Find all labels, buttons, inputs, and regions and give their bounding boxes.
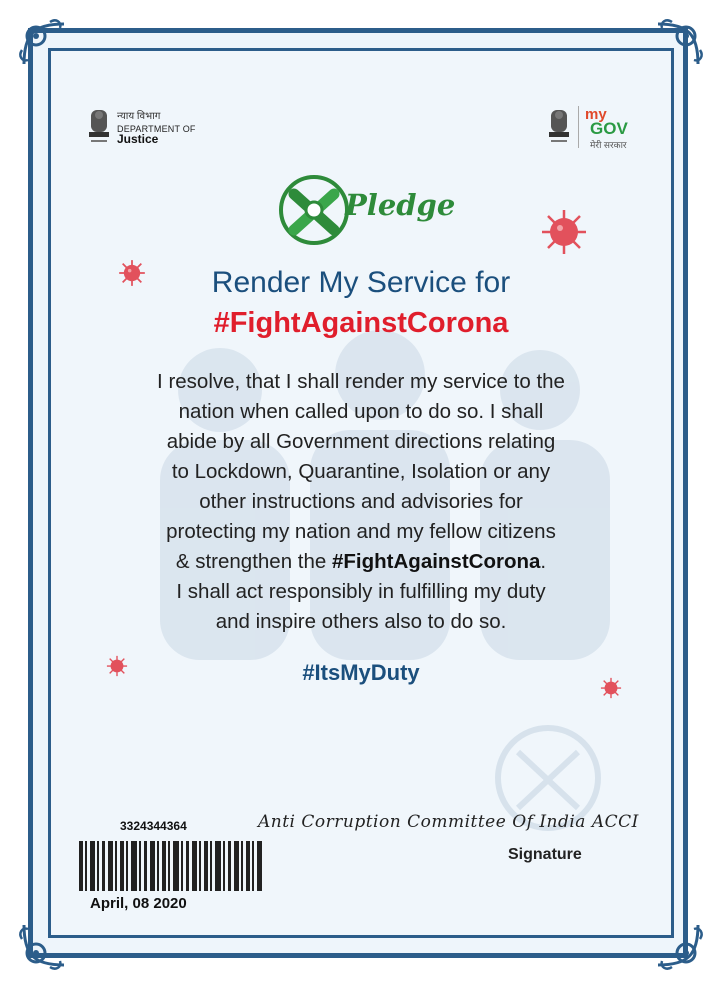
- signature-text: Anti Corruption Committee Of India ACCI: [258, 812, 639, 832]
- pledge-body-line: and inspire others also to do so.: [215, 610, 507, 633]
- body-text-segment: & strengthen the: [175, 550, 332, 573]
- pledge-body-line: other instructions and advisories for: [199, 490, 523, 513]
- pledge-body-line: [110, 547, 612, 577]
- pledge-body-line: I resolve, that I shall render my service to the: [157, 370, 565, 393]
- mygov-brand-gov: GOV: [590, 119, 628, 138]
- mygov-brand-sub: मेरी सरकार: [590, 140, 627, 150]
- serial-number: 3324344364: [120, 819, 187, 833]
- pledge-body: [110, 367, 612, 637]
- pledge-label: Pledge: [345, 188, 456, 222]
- corner-ornament-icon: [14, 905, 84, 975]
- its-my-duty-hashtag: #ItsMyDuty: [302, 660, 420, 685]
- corner-ornament-icon: [638, 14, 708, 84]
- date-text: April, 08 2020: [90, 895, 187, 912]
- pledge-body-line: to Lockdown, Quarantine, Isolation or any: [171, 460, 551, 483]
- pledge-hashtag-title: #FightAgainstCorona: [213, 307, 509, 339]
- body-bold-hashtag: #FightAgainstCorona: [332, 550, 541, 573]
- dept-hindi-text: न्याय विभाग: [117, 111, 161, 122]
- pledge-title: Render My Service for: [211, 266, 511, 299]
- pledge-body-line: protecting my nation and my fellow citizens: [166, 520, 556, 543]
- logo-divider: [578, 106, 579, 148]
- pledge-body-line: abide by all Government directions relating: [166, 430, 556, 453]
- national-emblem-icon: [86, 106, 112, 150]
- dept-of-text: DEPARTMENT OF: [117, 124, 196, 134]
- pledge-body-line: nation when called upon to do so. I shall: [178, 400, 544, 423]
- mygov-brand-my: my: [585, 106, 607, 123]
- dept-justice-text: Justice: [117, 132, 159, 146]
- body-text-segment: .: [540, 550, 547, 573]
- handshake-icon: [276, 172, 352, 248]
- pledge-body-line: I shall act responsibly in fulfilling my duty: [176, 580, 546, 603]
- national-emblem-icon: [546, 106, 572, 150]
- signature-label: Signature: [508, 846, 582, 863]
- virus-icon: [540, 208, 588, 256]
- barcode-icon: [79, 841, 262, 891]
- corner-ornament-icon: [14, 14, 84, 84]
- corner-ornament-icon: [638, 905, 708, 975]
